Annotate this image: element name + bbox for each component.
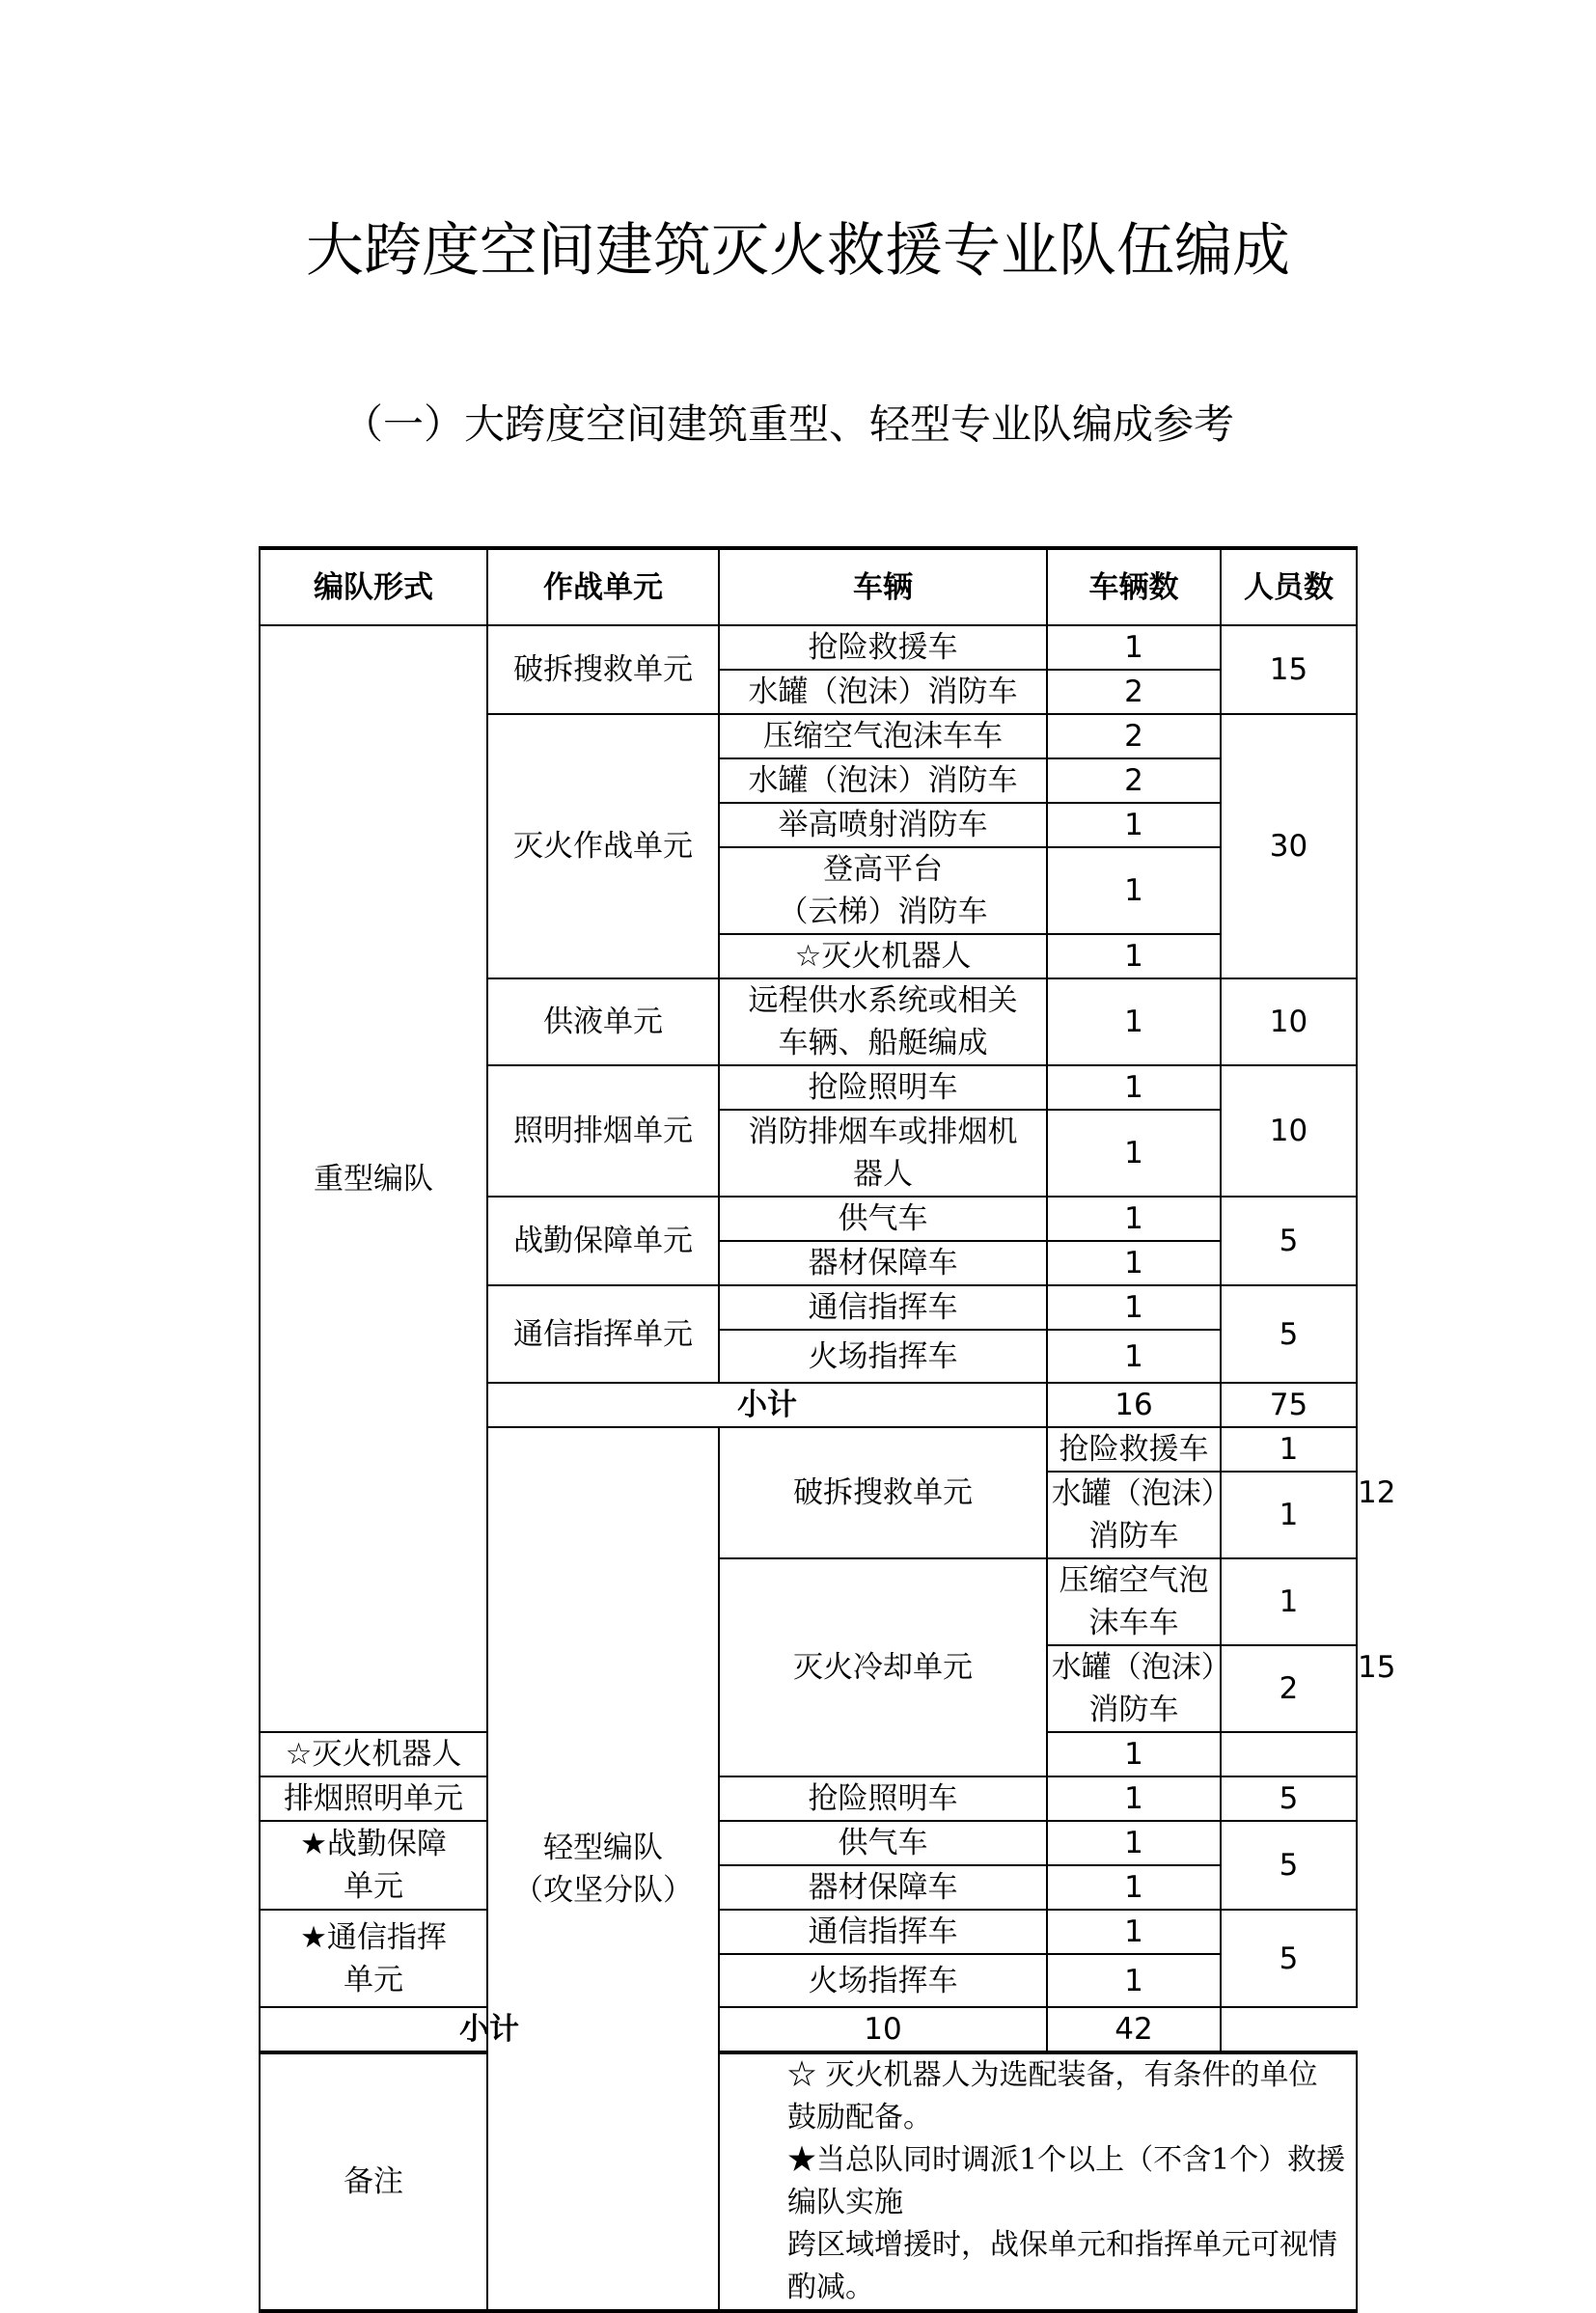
unit-name: 灭火作战单元 bbox=[487, 714, 719, 978]
vehicle-count: 1 bbox=[1047, 1776, 1221, 1821]
vehicle-count: 1 bbox=[1047, 1865, 1221, 1910]
vehicle-count: 1 bbox=[1047, 934, 1221, 978]
vehicle-name: ☆灭火机器人 bbox=[719, 934, 1047, 978]
remarks-label: 备注 bbox=[260, 2052, 487, 2311]
vehicle-count: 1 bbox=[1047, 1732, 1221, 1776]
subtotal-personnel: 42 bbox=[1047, 2007, 1221, 2052]
personnel-count: 5 bbox=[1221, 1776, 1357, 1821]
vehicle-name: 压缩空气泡沫车车 bbox=[1047, 1558, 1221, 1645]
vehicle-count: 1 bbox=[1047, 1241, 1221, 1285]
unit-name: 通信指挥单元 bbox=[487, 1285, 719, 1383]
personnel-count: 5 bbox=[1221, 1821, 1357, 1910]
vehicle-count: 2 bbox=[1221, 1645, 1357, 1732]
header-unit: 作战单元 bbox=[487, 548, 719, 625]
subtotal-personnel: 75 bbox=[1221, 1383, 1357, 1427]
vehicle-name: 火场指挥车 bbox=[719, 1954, 1047, 2007]
document-title: 大跨度空间建筑灭火救援专业队伍编成 bbox=[306, 217, 1290, 285]
table-row: 灭火冷却单元 压缩空气泡沫车车 1 15 bbox=[260, 1558, 1357, 1645]
unit-name bbox=[260, 1910, 487, 2007]
vehicle-name: 通信指挥车 bbox=[719, 1285, 1047, 1330]
vehicle-count: 1 bbox=[1221, 1472, 1357, 1558]
unit-name: 供液单元 bbox=[487, 978, 719, 1065]
personnel-count: 5 bbox=[1221, 1285, 1357, 1383]
table-header-row bbox=[260, 548, 1357, 625]
remarks-line: ★当总队同时调派1个以上（不含1个）救援编队实施 bbox=[787, 2143, 1346, 2219]
vehicle-name-line1: 远程供水系统或相关 bbox=[748, 983, 1018, 1018]
unit-name: 灭火冷却单元 bbox=[719, 1558, 1047, 1776]
formation-light-line1: 轻型编队 bbox=[543, 1830, 663, 1865]
subtotal-row bbox=[260, 2007, 1357, 2052]
vehicle-name-line2: （云梯）消防车 bbox=[778, 895, 988, 929]
table-row bbox=[260, 625, 1357, 670]
personnel-count: 5 bbox=[1221, 1197, 1357, 1285]
section-subtitle bbox=[0, 396, 1596, 454]
header-formation: 编队形式 bbox=[260, 548, 487, 625]
unit-name-line1: ★战勤保障 bbox=[300, 1827, 447, 1861]
formation-light-line2: （攻坚分队） bbox=[513, 1872, 693, 1908]
vehicle-name: 水罐（泡沫）消防车 bbox=[719, 670, 1047, 714]
vehicle-name bbox=[719, 978, 1047, 1065]
subtotal-label: 小计 bbox=[487, 1383, 1047, 1427]
vehicle-name: 抢险照明车 bbox=[719, 1776, 1047, 1821]
vehicle-name: 抢险救援车 bbox=[1047, 1427, 1221, 1472]
formation-table bbox=[259, 546, 1396, 2313]
vehicle-count: 1 bbox=[1047, 1065, 1221, 1110]
unit-name-line1: ★通信指挥 bbox=[300, 1919, 447, 1955]
vehicle-count: 2 bbox=[1047, 758, 1221, 803]
vehicle-name: 水罐（泡沫）消防车 bbox=[1047, 1645, 1221, 1732]
unit-name bbox=[260, 1821, 487, 1910]
subtotal-vehicles: 10 bbox=[719, 2007, 1047, 2052]
table-row: 轻型编队 （攻坚分队） 破拆搜救单元 抢险救援车 1 12 bbox=[260, 1427, 1357, 1472]
vehicle-count: 2 bbox=[1047, 714, 1221, 758]
remarks-line: ☆ 灭火机器人为选配装备，有条件的单位鼓励配备。 bbox=[787, 2058, 1318, 2134]
personnel-count: 30 bbox=[1221, 714, 1357, 978]
personnel-count: 10 bbox=[1221, 978, 1357, 1065]
subtotal-label: 小计 bbox=[260, 2007, 719, 2052]
vehicle-count: 1 bbox=[1047, 1285, 1221, 1330]
vehicle-name bbox=[719, 1110, 1047, 1197]
vehicle-name: 供气车 bbox=[719, 1197, 1047, 1241]
personnel-count: 10 bbox=[1221, 1065, 1357, 1197]
formation-heavy: 重型编队 bbox=[260, 625, 487, 1732]
vehicle-name: 压缩空气泡沫车车 bbox=[719, 714, 1047, 758]
vehicle-name: 举高喷射消防车 bbox=[719, 803, 1047, 847]
unit-name: 破拆搜救单元 bbox=[719, 1427, 1047, 1558]
vehicle-name-line2: 车辆、船艇编成 bbox=[778, 1026, 988, 1060]
unit-name: 战勤保障单元 bbox=[487, 1197, 719, 1285]
vehicle-name: 抢险救援车 bbox=[719, 625, 1047, 670]
table-row bbox=[260, 1776, 1357, 1821]
table-row bbox=[260, 1910, 1357, 1954]
vehicle-name: 抢险照明车 bbox=[719, 1065, 1047, 1110]
vehicle-name: 器材保障车 bbox=[719, 1865, 1047, 1910]
header-vehicle-count: 车辆数 bbox=[1047, 548, 1221, 625]
remarks-line: 跨区域增援时，战保单元和指挥单元可视情酌减。 bbox=[787, 2228, 1337, 2304]
unit-name: 排烟照明单元 bbox=[260, 1776, 487, 1821]
unit-name-line2: 单元 bbox=[344, 1869, 403, 1904]
vehicle-count: 1 bbox=[1221, 1558, 1357, 1645]
unit-name-line2: 单元 bbox=[344, 1962, 403, 1997]
vehicle-name: 水罐（泡沫）消防车 bbox=[1047, 1472, 1221, 1558]
vehicle-count: 1 bbox=[1047, 847, 1221, 934]
header-vehicle: 车辆 bbox=[719, 548, 1047, 625]
vehicle-count: 1 bbox=[1047, 1330, 1221, 1383]
formation-light bbox=[487, 1427, 719, 2311]
vehicle-count: 1 bbox=[1047, 803, 1221, 847]
vehicle-name-line2: 器人 bbox=[853, 1157, 913, 1192]
vehicle-count: 1 bbox=[1047, 1197, 1221, 1241]
subtotal-vehicles: 16 bbox=[1047, 1383, 1221, 1427]
vehicle-name: 火场指挥车 bbox=[719, 1330, 1047, 1383]
vehicle-name: ☆灭火机器人 bbox=[260, 1732, 487, 1776]
remarks-row bbox=[260, 2052, 1357, 2311]
personnel-count: 15 bbox=[1221, 625, 1357, 714]
vehicle-name: 供气车 bbox=[719, 1821, 1047, 1865]
unit-name: 破拆搜救单元 bbox=[487, 625, 719, 714]
vehicle-count: 1 bbox=[1047, 1910, 1221, 1954]
vehicle-name: 通信指挥车 bbox=[719, 1910, 1047, 1954]
vehicle-name: 水罐（泡沫）消防车 bbox=[719, 758, 1047, 803]
table-row bbox=[260, 1821, 1357, 1865]
vehicle-name bbox=[719, 847, 1047, 934]
section-subtitle-text: （一）大跨度空间建筑重型、轻型专业队编成参考 bbox=[342, 400, 1234, 448]
unit-name: 照明排烟单元 bbox=[487, 1065, 719, 1197]
vehicle-count: 1 bbox=[1047, 1110, 1221, 1197]
vehicle-count: 1 bbox=[1047, 625, 1221, 670]
vehicle-name-line1: 消防排烟车或排烟机 bbox=[748, 1115, 1018, 1149]
vehicle-count: 1 bbox=[1047, 1821, 1221, 1865]
vehicle-name: 器材保障车 bbox=[719, 1241, 1047, 1285]
vehicle-count: 2 bbox=[1047, 670, 1221, 714]
vehicle-count: 1 bbox=[1221, 1427, 1357, 1472]
vehicle-count: 1 bbox=[1047, 978, 1221, 1065]
vehicle-name-line1: 登高平台 bbox=[823, 852, 943, 887]
vehicle-count: 1 bbox=[1047, 1954, 1221, 2007]
header-personnel: 人员数 bbox=[1221, 548, 1357, 625]
personnel-count: 5 bbox=[1221, 1910, 1357, 2007]
remarks-text bbox=[719, 2052, 1357, 2311]
